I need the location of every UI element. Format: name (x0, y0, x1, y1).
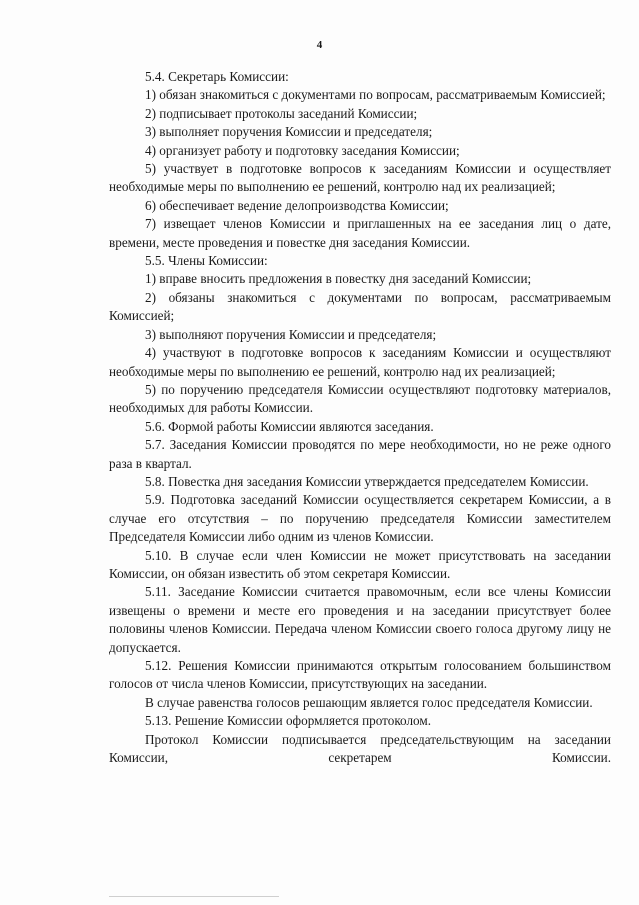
paragraph: 5.6. Формой работы Комиссии являются заседания. (145, 418, 434, 434)
paragraph: 5) участвует в подготовке вопросов к заседаниям Комиссии и осуществляет необходимые меры по выполнению ее решений, контролю над их реализацией; (109, 161, 611, 195)
paragraph-signature-note: Протокол Комиссии подписывается председательствующим на заседании Комиссии, секретарем Комиссии. (109, 731, 611, 766)
paragraph: 5.12. Решения Комиссии принимаются открытым голосованием большинством голосов от числа членов Комиссии, присутствующих на заседании. (109, 658, 611, 692)
paragraph: 1) обязан знакомиться с документами по вопросам, рассматриваемым Комиссией; (145, 87, 606, 103)
footer-divider (109, 896, 279, 897)
paragraph: 3) выполняют поручения Комиссии и председателя; (145, 326, 437, 342)
paragraph: 2) подписывает протоколы заседаний Комиссии; (145, 105, 418, 121)
paragraph: 2) обязаны знакомиться с документами по вопросам, рассматриваемым Комиссией; (109, 289, 611, 324)
paragraph: 7) извещает членов Комиссии и приглашенных на ее заседания лиц о дате, времени, месте проведения и повестке дня заседания Комиссии. (109, 216, 611, 250)
paragraph: 5.7. Заседания Комиссии проводятся по мере необходимости, но не реже одного раза в квартал. (109, 437, 611, 471)
paragraph: 4) организует работу и подготовку заседания Комиссии; (145, 142, 460, 158)
paragraph: 4) участвуют в подготовке вопросов к заседаниям Комиссии и осуществляют необходимые меры по выполнению ее решений, контролю над их реализацией; (109, 345, 611, 379)
page-number: 4 (316, 39, 323, 51)
paragraph: 5) по поручению председателя Комиссии осуществляют подготовку материалов, необходимых для работы Комиссии. (109, 381, 611, 416)
paragraph-5-4-heading: 5.4. Секретарь Комиссии: (145, 69, 289, 84)
paragraph-5-5-heading: 5.5. Члены Комиссии: (145, 253, 268, 269)
document-body (109, 68, 611, 767)
paragraph: 5.9. Подготовка заседаний Комиссии осуществляется секретарем Комиссии, а в случае его отсутствия – по поручению председателя Комиссии заместителем Председателя Комиссии либо одним из членов Комиссии. (109, 492, 611, 545)
paragraph: 5.8. Повестка дня заседания Комиссии утверждается председателем Комиссии. (145, 473, 589, 489)
paragraph: 6) обеспечивает ведение делопроизводства Комиссии; (145, 197, 449, 213)
paragraph: 5.13. Решение Комиссии оформляется протоколом. (145, 713, 432, 729)
paragraph: 5.11. Заседание Комиссии считается правомочным, если все члены Комиссии извещены о времени и месте его проведения и на заседании присутствует более половины членов Комиссии. Передача членом Комиссии своего голоса другому лицу не допускается. (109, 584, 611, 655)
paragraph: В случае равенства голосов решающим является голос председателя Комиссии. (145, 694, 593, 710)
paragraph: 1) вправе вносить предложения в повестку дня заседаний Комиссии; (145, 271, 532, 287)
paragraph: 3) выполняет поручения Комиссии и председателя; (145, 124, 433, 140)
paragraph: 5.10. В случае если член Комиссии не может присутствовать на заседании Комиссии, он обязан известить об этом секретаря Комиссии. (109, 547, 611, 581)
